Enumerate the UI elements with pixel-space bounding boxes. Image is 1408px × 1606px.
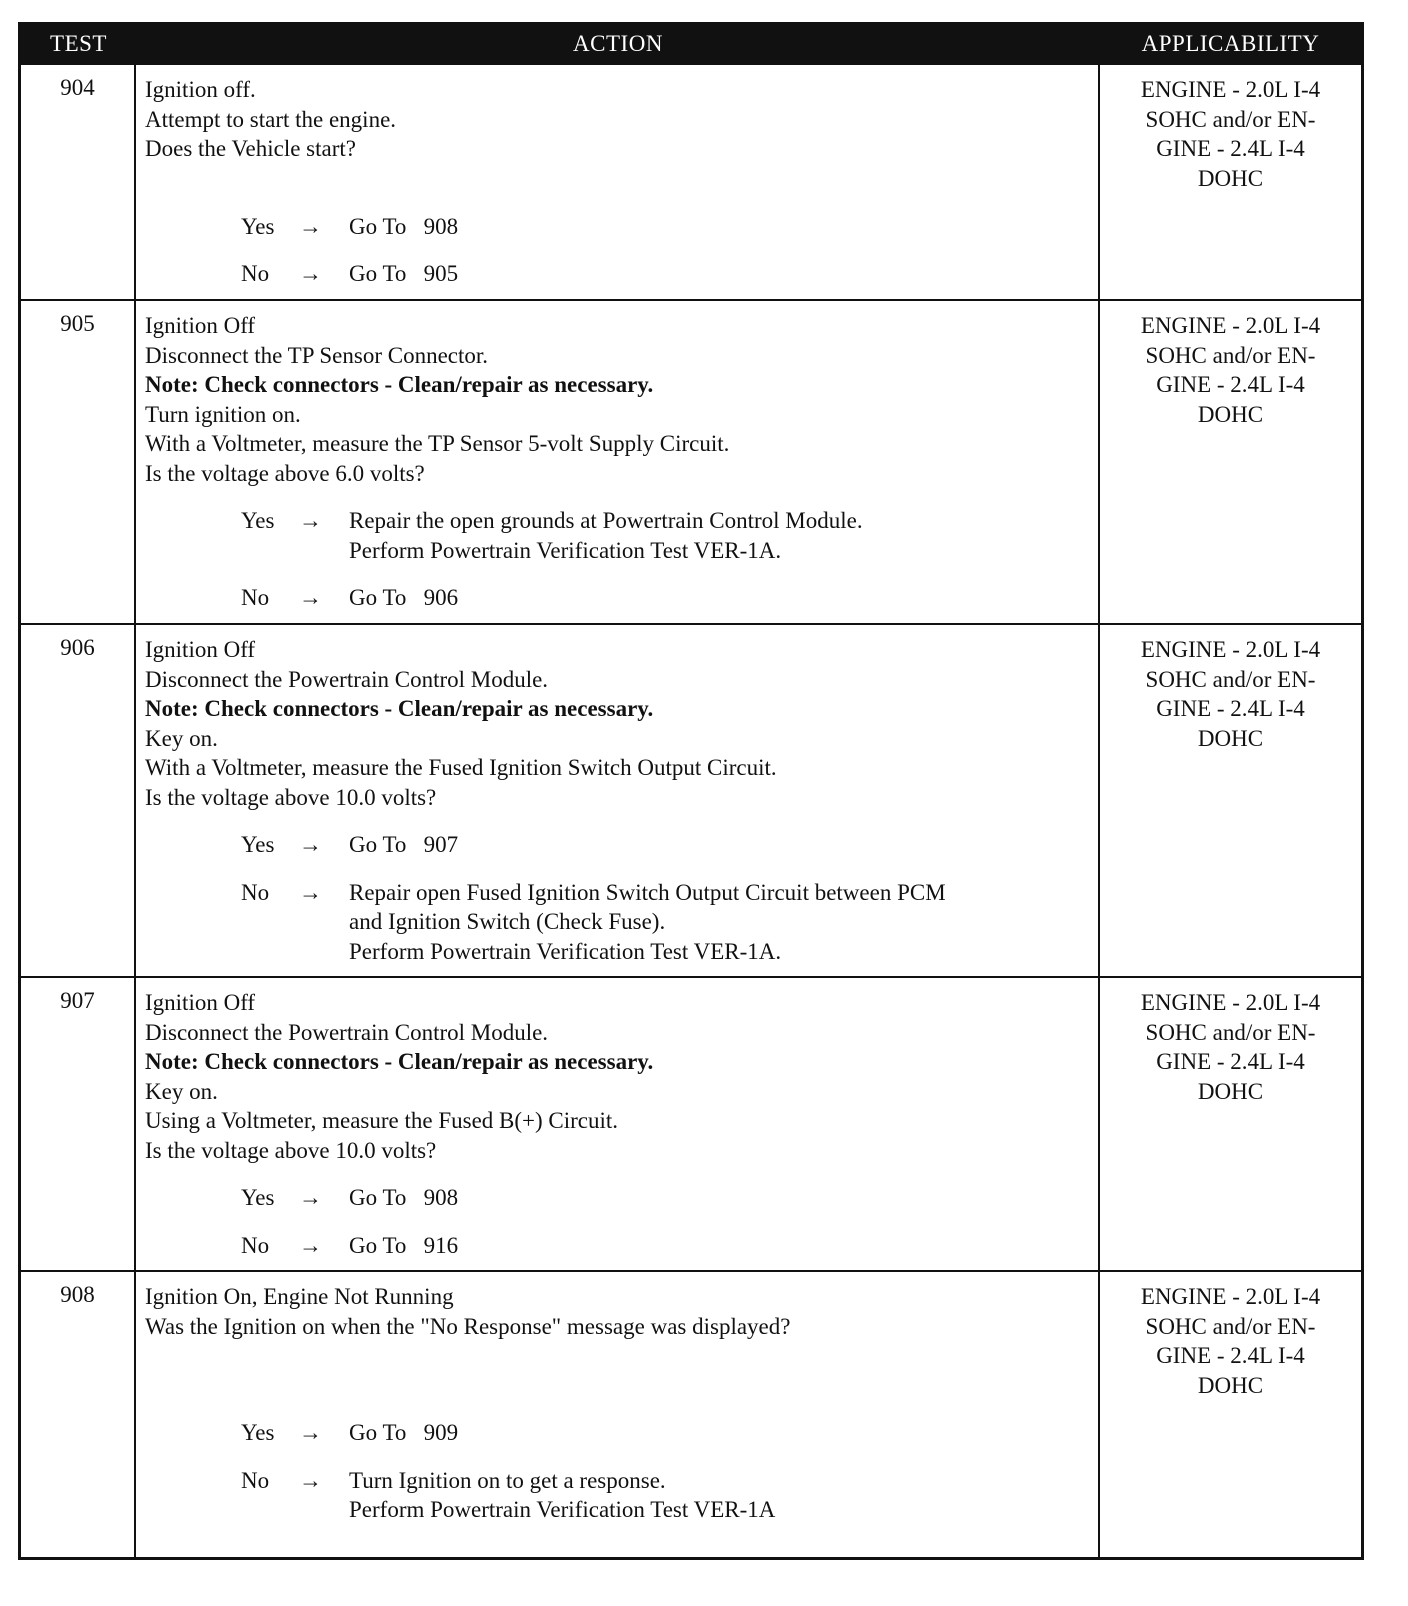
answers: [145, 830, 1090, 966]
arrow-icon: →: [299, 213, 322, 239]
applicability-cell: [1100, 1272, 1361, 1557]
applicability-line: SOHC and/or EN-: [1145, 342, 1316, 368]
no-result: Turn Ignition on to get a response.: [349, 1467, 666, 1493]
arrow-icon: →: [299, 1420, 322, 1445]
no-label: No: [241, 261, 270, 286]
applicability-line: GINE - 2.4L I-4: [1156, 696, 1305, 721]
header-applicability: APPLICABILITY: [1141, 31, 1320, 56]
arrow-icon: →: [299, 1467, 322, 1493]
yes-label: Yes: [241, 508, 275, 533]
yes-answer: [241, 1418, 1090, 1448]
action-step: Ignition off.: [145, 77, 256, 102]
applicability-line: ENGINE - 2.0L I-4: [1140, 313, 1321, 338]
test-number: 904: [21, 65, 136, 299]
applicability-line: SOHC and/or EN-: [1145, 666, 1316, 692]
table-row: [21, 623, 1361, 976]
no-answer: [241, 1466, 1090, 1525]
answers: [145, 212, 1090, 289]
yes-result: Go To 909: [349, 1420, 459, 1445]
yes-label: Yes: [241, 1185, 275, 1210]
action-step: Key on.: [145, 725, 218, 751]
applicability-line: DOHC: [1197, 165, 1264, 191]
no-answer: [241, 1231, 1090, 1261]
no-result: Go To 916: [349, 1232, 459, 1258]
answers: [145, 1183, 1090, 1260]
arrow-icon: →: [299, 879, 322, 905]
yes-result: Perform Powertrain Verification Test VER-1A.: [349, 537, 782, 563]
applicability-line: GINE - 2.4L I-4: [1156, 372, 1305, 397]
no-answer: [241, 878, 1090, 967]
header-test: TEST: [50, 31, 107, 56]
action-step: Ignition Off: [145, 313, 256, 338]
applicability-line: SOHC and/or EN-: [1145, 1313, 1316, 1339]
applicability-cell: [1100, 65, 1361, 299]
no-result: Perform Powertrain Verification Test VER-1A: [349, 1497, 776, 1522]
action-step: Is the voltage above 6.0 volts?: [145, 460, 425, 486]
no-result: Go To 905: [349, 261, 459, 286]
no-label: No: [241, 879, 270, 905]
yes-result: Go To 908: [349, 1185, 459, 1210]
yes-answer: [241, 1183, 1090, 1213]
answers: [145, 1418, 1090, 1525]
test-number: 908: [21, 1272, 136, 1557]
action-step: Is the voltage above 10.0 volts?: [145, 1137, 437, 1163]
note-step: Note: Check connectors - Clean/repair as necessary.: [145, 696, 654, 721]
no-label: No: [241, 1467, 270, 1493]
applicability-line: GINE - 2.4L I-4: [1156, 1343, 1305, 1368]
action-cell: [136, 1272, 1100, 1557]
yes-answer: [241, 212, 1090, 242]
applicability-line: ENGINE - 2.0L I-4: [1140, 637, 1321, 662]
yes-result: Go To 907: [349, 832, 459, 857]
action-cell: [136, 65, 1100, 299]
applicability-line: SOHC and/or EN-: [1145, 1019, 1316, 1045]
action-step: Ignition Off: [145, 990, 256, 1015]
table-row: [21, 299, 1361, 623]
no-label: No: [241, 1232, 270, 1258]
action-step: Turn ignition on.: [145, 401, 301, 427]
action-cell: [136, 301, 1100, 623]
action-step: Using a Voltmeter, measure the Fused B(+) Circuit.: [145, 1108, 619, 1133]
arrow-icon: →: [299, 832, 322, 857]
action-step: With a Voltmeter, measure the Fused Ignition Switch Output Circuit.: [145, 755, 777, 780]
arrow-icon: →: [299, 585, 322, 610]
applicability-line: DOHC: [1197, 725, 1264, 751]
answers: [145, 506, 1090, 613]
note-step: Note: Check connectors - Clean/repair as necessary.: [145, 372, 654, 397]
action-step: Was the Ignition on when the "No Response" message was displayed?: [145, 1313, 791, 1339]
action-step: Ignition Off: [145, 637, 256, 662]
action-step: Attempt to start the engine.: [145, 106, 397, 132]
no-result: and Ignition Switch (Check Fuse).: [349, 909, 666, 934]
no-answer: [241, 259, 1090, 289]
applicability-line: DOHC: [1197, 401, 1264, 427]
applicability-line: DOHC: [1197, 1078, 1264, 1104]
no-answer: [241, 583, 1090, 613]
no-result: Go To 906: [349, 585, 459, 610]
applicability-cell: [1100, 978, 1361, 1270]
arrow-icon: →: [299, 1232, 322, 1258]
table-row: [21, 1270, 1361, 1557]
action-step: Disconnect the Powertrain Control Module.: [145, 666, 549, 692]
applicability-line: ENGINE - 2.0L I-4: [1140, 990, 1321, 1015]
applicability-line: SOHC and/or EN-: [1145, 106, 1316, 132]
applicability-cell: [1100, 301, 1361, 623]
test-number: 907: [21, 978, 136, 1270]
no-label: No: [241, 585, 270, 610]
table-row: [21, 976, 1361, 1270]
yes-label: Yes: [241, 213, 275, 239]
action-step: Disconnect the Powertrain Control Module.: [145, 1019, 549, 1045]
action-step: Is the voltage above 10.0 volts?: [145, 784, 437, 810]
arrow-icon: →: [299, 261, 322, 286]
test-number: 906: [21, 625, 136, 976]
header-action: ACTION: [573, 31, 663, 56]
applicability-line: DOHC: [1197, 1372, 1264, 1398]
yes-result: Go To 908: [349, 213, 459, 239]
action-cell: [136, 978, 1100, 1270]
applicability-line: GINE - 2.4L I-4: [1156, 1049, 1305, 1074]
action-step: With a Voltmeter, measure the TP Sensor 5-volt Supply Circuit.: [145, 431, 730, 456]
no-result: Repair open Fused Ignition Switch Output Circuit between PCM: [349, 879, 946, 905]
table-row: [21, 63, 1361, 299]
diagnostic-test-table: [18, 22, 1364, 1560]
note-step: Note: Check connectors - Clean/repair as necessary.: [145, 1049, 654, 1074]
yes-answer: [241, 506, 1090, 565]
arrow-icon: →: [299, 1185, 322, 1210]
yes-label: Yes: [241, 832, 275, 857]
arrow-icon: →: [299, 508, 322, 533]
action-step: Disconnect the TP Sensor Connector.: [145, 342, 489, 368]
applicability-line: GINE - 2.4L I-4: [1156, 136, 1305, 161]
yes-result: Repair the open grounds at Powertrain Control Module.: [349, 508, 863, 533]
action-step: Does the Vehicle start?: [145, 136, 356, 161]
applicability-cell: [1100, 625, 1361, 976]
action-step: Key on.: [145, 1078, 218, 1104]
action-step: Ignition On, Engine Not Running: [145, 1284, 454, 1309]
action-cell: [136, 625, 1100, 976]
test-number: 905: [21, 301, 136, 623]
yes-label: Yes: [241, 1420, 275, 1445]
yes-answer: [241, 830, 1090, 860]
no-result: Perform Powertrain Verification Test VER-1A.: [349, 938, 782, 964]
applicability-line: ENGINE - 2.0L I-4: [1140, 77, 1321, 102]
applicability-line: ENGINE - 2.0L I-4: [1140, 1284, 1321, 1309]
table-header: [21, 25, 1361, 63]
